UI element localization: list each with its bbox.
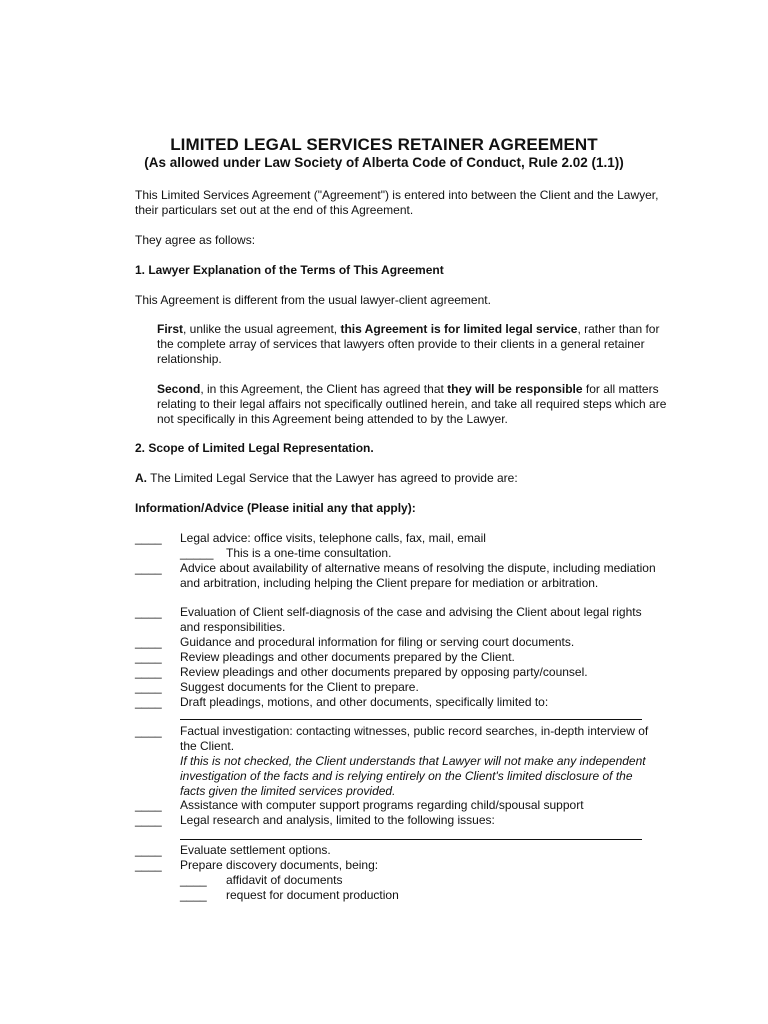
section-1-text: This Agreement is different from the usual lawyer-client agreement. [135,293,491,307]
item-text: Review pleadings and other documents prepared by opposing party/counsel. [180,665,588,679]
item-text: Review pleadings and other documents prepared by the Client. [180,650,515,664]
first-part1: , unlike the usual agreement, [183,322,341,336]
research-fill-line[interactable] [180,839,642,840]
item-text: Advice about availability of alternative means of resolving the dispute, including mediation and arbitration, including helping the Client prepare for mediation or arbitration. [180,561,656,590]
initial-blank[interactable] [135,635,165,650]
section-a-text: The Limited Legal Service that the Lawyer has agreed to provide are: [147,471,518,485]
factual-note-text: If this is not checked, the Client understands that Lawyer will not make any independent investigation of the facts and is relying entirely on the Client's limited disclosure of the facts given the limited services provided. [180,754,646,798]
agree-paragraph: They agree as follows: [135,233,256,247]
first-paragraph [157,322,677,367]
initial-blank[interactable]: ____ [180,888,207,902]
initial-blank[interactable]: ____ [180,873,207,887]
section-a-lead: A. [135,471,147,485]
second-bold: they will be responsible [447,382,583,396]
item-text: Assistance with computer support programs regarding child/spousal support [180,798,584,812]
initial-blank[interactable] [135,858,165,873]
second-paragraph [157,382,677,427]
initial-blank[interactable] [135,695,165,710]
initial-blank[interactable] [135,813,165,828]
initial-blank[interactable] [135,561,165,576]
item-text: This is a one-time consultation. [226,546,392,560]
item-text: affidavit of documents [226,873,343,887]
initial-blank[interactable]: _____ [180,546,214,560]
section-2-heading: 2. Scope of Limited Legal Representation. [135,441,374,455]
section-1-heading: 1. Lawyer Explanation of the Terms of This Agreement [135,263,444,277]
item-text: Suggest documents for the Client to prepare. [180,680,419,694]
info-advice-heading: Information/Advice (Please initial any that apply): [135,501,416,515]
first-bold: this Agreement is for limited legal service [340,322,578,336]
item-text: Legal research and analysis, limited to the following issues: [180,813,495,827]
initial-blank[interactable] [135,724,165,739]
second-lead: Second [157,382,201,396]
document-subtitle: (As allowed under Law Society of Alberta Code of Conduct, Rule 2.02 (1.1)) [144,155,624,170]
second-part2: for all matters relating to their legal affairs not specifically outlined herein, and take all required steps which are not specifically in this Agreement being attended to by the Lawyer. [157,382,667,426]
item-text: Factual investigation: contacting witnesses, public record searches, in-depth interview of the Client. [180,724,649,753]
item-text: Evaluation of Client self-diagnosis of the case and advising the Client about legal rights and responsibilities. [180,605,642,634]
initial-blank[interactable] [135,650,165,665]
initial-blank[interactable] [135,680,165,695]
first-lead: First [157,322,184,336]
item-text: Prepare discovery documents, being: [180,858,379,872]
first-part2: , rather than for the complete array of services that lawyers often provide to their clients in a general retainer relationship. [157,322,660,366]
initial-blank[interactable] [135,531,165,546]
item-text: Legal advice: office visits, telephone calls, fax, mail, email [180,531,486,545]
second-part1: , in this Agreement, the Client has agreed that [200,382,448,396]
item-text: Guidance and procedural information for filing or serving court documents. [180,635,575,649]
draft-fill-line[interactable] [180,719,642,720]
document-title: LIMITED LEGAL SERVICES RETAINER AGREEMENT [170,135,598,154]
initial-blank[interactable] [135,605,165,620]
item-text: request for document production [226,888,399,902]
item-text: Draft pleadings, motions, and other documents, specifically limited to: [180,695,549,709]
section-a-paragraph [135,471,675,486]
initial-blank[interactable] [135,843,165,858]
intro-paragraph: This Limited Services Agreement ("Agreement") is entered into between the Client and the Lawyer, their particulars set out at the end of this Agreement. [135,188,659,217]
initial-blank[interactable] [135,665,165,680]
initial-blank[interactable] [135,798,165,813]
item-text: Evaluate settlement options. [180,843,331,857]
